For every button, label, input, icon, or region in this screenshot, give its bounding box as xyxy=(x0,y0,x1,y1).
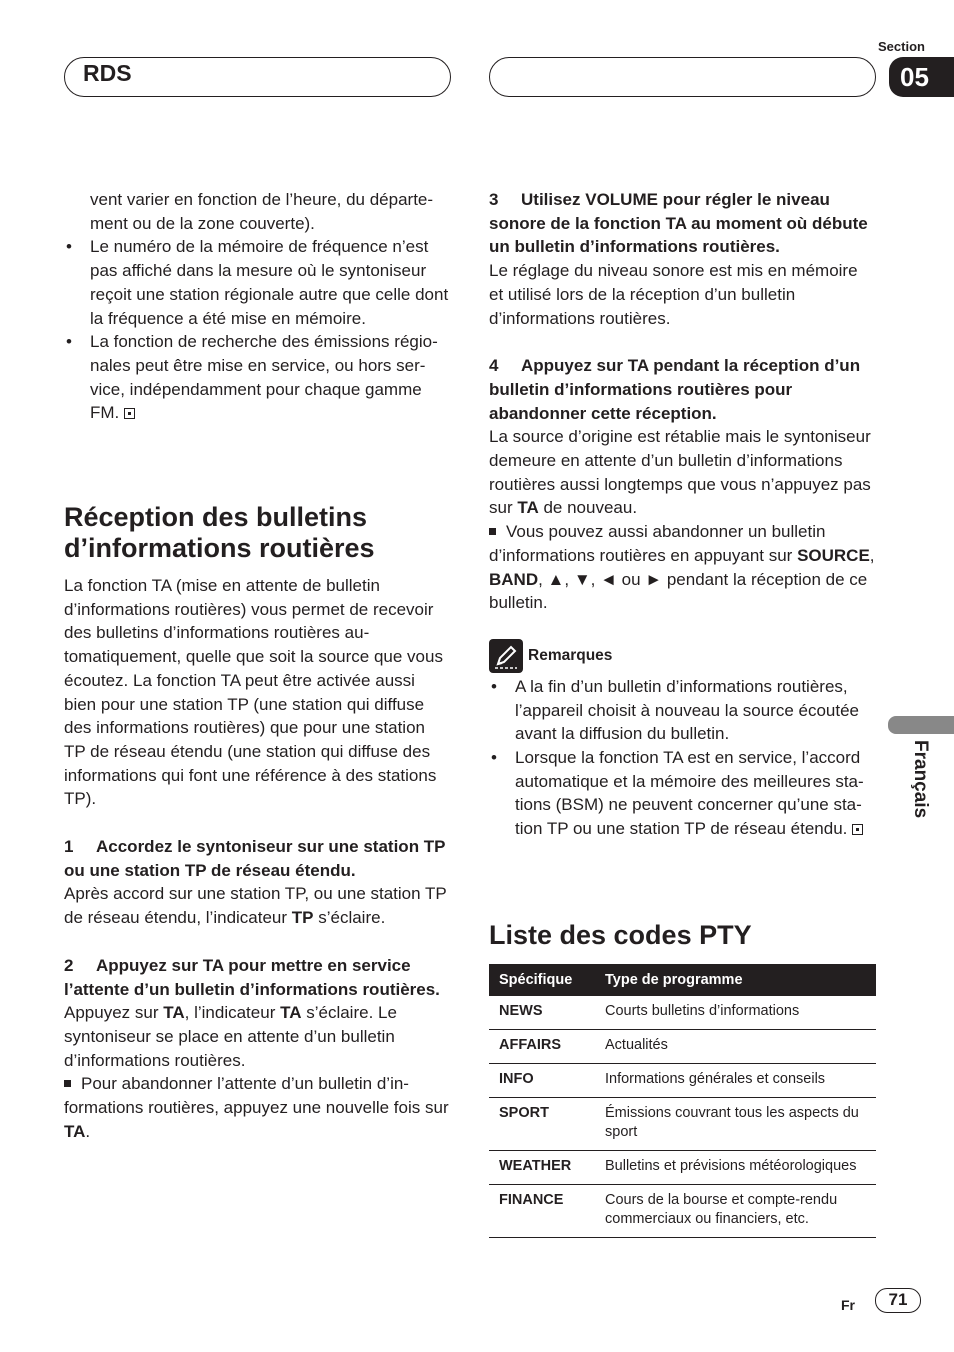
pty-code: AFFAIRS xyxy=(489,1030,595,1064)
table-row xyxy=(489,1098,876,1151)
pty-description: Actualités xyxy=(595,1030,876,1064)
remark-text: Lorsque la fonction TA est en service, l’accord automatique et la mémoire des meilleures stations (BSM) ne peuvent concerner qu’une station TP ou une station TP de réseau étendu. xyxy=(515,748,864,839)
note-text: . xyxy=(85,1121,91,1141)
end-mark-icon xyxy=(852,824,863,835)
remark-text: A la fin d’un bulletin d’informations routières, l’appareil choisit à nouveau la source écoutée avant la diffusion du bulletin. xyxy=(515,676,860,744)
step-text: La source d’origine est rétablie mais le syntoniseur demeure en attente d’un bulletin d’informations routières aussi longtemps que vous n’appuyez pas sur xyxy=(489,427,871,518)
step-number: 1 xyxy=(64,837,74,857)
table-header-row xyxy=(489,964,876,996)
button-label: TA xyxy=(517,498,539,518)
column-header: Spécifique xyxy=(489,964,595,996)
button-label: SOURCE xyxy=(797,545,870,565)
table-row xyxy=(489,1030,876,1064)
step-2-text xyxy=(64,1001,450,1072)
pty-code: FINANCE xyxy=(489,1185,595,1238)
note-text: Pour abandonner l’attente d’un bulletin d’informations routières, appuyez une nouvelle fois sur xyxy=(64,1074,449,1118)
button-label: TA xyxy=(163,1003,185,1023)
step-number: 3 xyxy=(489,190,499,209)
bullet-text: La fonction de recherche des émissions régionales peut être mise en service, ou hors service, indépendamment pour chaque gamme FM. xyxy=(90,332,438,423)
pty-description: Bulletins et prévisions météorologiques xyxy=(595,1151,876,1185)
footer-language: Fr xyxy=(841,1297,855,1313)
step-3-title xyxy=(489,188,876,259)
step-text: de nouveau. xyxy=(538,498,638,518)
language-label: Français xyxy=(910,740,931,819)
section-title-traffic: Réception des bulletins d’informations routières xyxy=(64,502,375,564)
note-text: , xyxy=(869,545,875,565)
list-item xyxy=(64,235,450,330)
step-text: s’éclaire. xyxy=(313,908,386,928)
left-column xyxy=(64,188,450,1144)
pty-description: Cours de la bourse et compte-rendu commerciaux ou financiers, etc. xyxy=(595,1185,876,1238)
right-column xyxy=(489,188,876,951)
note-text: , ▲, ▼, ◄ ou ► pendant la réception de ce bulletin. xyxy=(489,569,868,613)
bullet-icon: • xyxy=(491,748,497,768)
button-label: TA xyxy=(64,1121,86,1141)
step-text: Après accord sur une station TP, ou une station TP de réseau étendu, l’indicateur xyxy=(64,884,447,928)
step-3-text: Le réglage du niveau sonore est mis en mémoire et utilisé lors de la réception d’un bulletin d’informations routières. xyxy=(489,261,858,328)
bullet-icon: • xyxy=(66,237,72,257)
step-text: , l’indicateur xyxy=(184,1003,281,1023)
pty-description: Courts bulletins d’informations xyxy=(595,996,876,1030)
list-item xyxy=(489,675,876,746)
step-title-text: Appuyez sur TA pendant la réception d’un bulletin d’informations routières pour abandonner cette réception. xyxy=(489,356,861,423)
step-2-title xyxy=(64,954,450,1001)
continuation-text: vent varier en fonction de l’heure, du département ou de la zone couverte). xyxy=(90,190,434,233)
pty-code: SPORT xyxy=(489,1098,595,1151)
table-row xyxy=(489,996,876,1030)
step-4-title xyxy=(489,354,876,425)
pty-description: Informations générales et conseils xyxy=(595,1064,876,1098)
column-header: Type de programme xyxy=(595,964,876,996)
square-bullet-icon xyxy=(489,528,496,535)
page-number: 71 xyxy=(875,1288,921,1313)
section-number: 05 xyxy=(889,57,954,97)
step-1-title xyxy=(64,835,450,882)
table-row xyxy=(489,1151,876,1185)
pty-table xyxy=(489,964,876,1238)
pty-code: NEWS xyxy=(489,996,595,1030)
step-4-text xyxy=(489,425,876,520)
step-text: s’éclaire. Le syntoniseur se place en attente d’un bulletin d’informations routières. xyxy=(64,1003,397,1070)
square-bullet-icon xyxy=(64,1080,71,1087)
table-row xyxy=(489,1185,876,1238)
header-title: RDS xyxy=(83,60,132,86)
button-label: BAND xyxy=(489,569,539,589)
section-label: Section xyxy=(878,39,925,54)
step-title-text: Appuyez sur TA pour mettre en service l’attente d’un bulletin d’informations routières. xyxy=(64,955,440,999)
step-text: Appuyez sur xyxy=(64,1003,164,1023)
list-item xyxy=(489,746,876,841)
pty-code: WEATHER xyxy=(489,1151,595,1185)
list-item xyxy=(64,330,450,425)
bullet-icon: • xyxy=(491,676,497,696)
remarks-header xyxy=(489,639,876,673)
pty-description: Émissions couvrant tous les aspects du sport xyxy=(595,1098,876,1151)
step-number: 2 xyxy=(64,955,74,975)
step-title-text: Utilisez VOLUME pour régler le niveau sonore de la fonction TA au moment où débute un bulletin d’informations routières. xyxy=(489,190,868,257)
bullet-text: Le numéro de la mémoire de fréquence n’est pas affiché dans la mesure où le syntoniseur reçoit une station régionale autre que celle dont la fréquence a été mise en mémoire. xyxy=(90,237,449,328)
intro-paragraph: La fonction TA (mise en attente de bulletin d’informations routières) vous permet de recevoir des bulletins d’informations routières automatiquement, quelle que soit la source que vous écoutez. La fonction TA peut être activée aussi bien pour une station TP (une station qui diffuse des informations routières) que pour une station TP de réseau étendu (une station qui diffuse des informations qui font une référence à des stations TP). xyxy=(64,576,443,809)
bullet-icon: • xyxy=(66,332,72,352)
step-number: 4 xyxy=(489,356,499,376)
remarks-title: Remarques xyxy=(528,647,613,665)
note-text: Vous pouvez aussi abandonner un bulletin d’informations routières en appuyant sur xyxy=(489,522,826,565)
step-4-note xyxy=(489,520,876,615)
step-title-text: Accordez le syntoniseur sur une station TP ou une station TP de réseau étendu. xyxy=(64,837,446,880)
step-1-text xyxy=(64,882,450,929)
header-right-pill xyxy=(489,57,876,97)
table-row xyxy=(489,1064,876,1098)
indicator-label: TP xyxy=(291,908,314,928)
end-mark-icon xyxy=(124,408,135,419)
indicator-label: TA xyxy=(280,1003,302,1023)
pty-section-title: Liste des codes PTY xyxy=(489,919,752,950)
pty-code: INFO xyxy=(489,1064,595,1098)
pencil-note-icon xyxy=(489,639,523,673)
step-2-note xyxy=(64,1072,450,1143)
language-side-tab xyxy=(888,716,954,734)
header-title-pill xyxy=(64,57,451,97)
